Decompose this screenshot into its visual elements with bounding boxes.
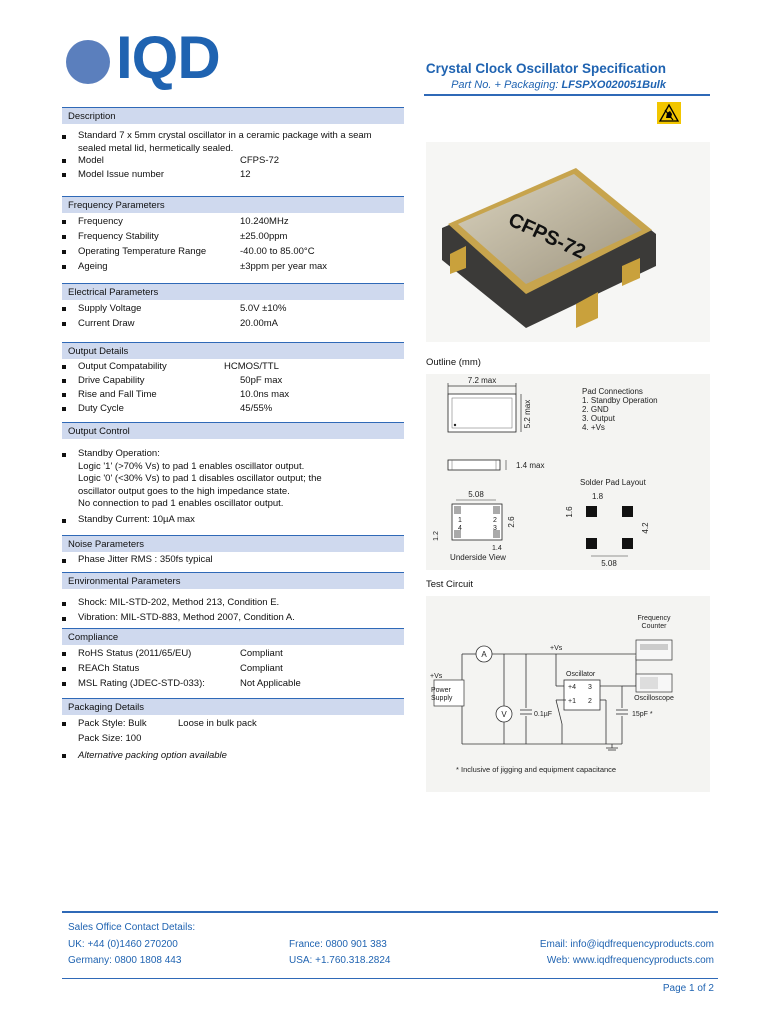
standby-line: Logic '0' (<30% Vs) to pad 1 disables oscillator output; the [78, 473, 322, 485]
spec-value: 50pF max [240, 375, 283, 386]
spec-label: Model [78, 155, 104, 167]
pad-item: 2. GND [582, 405, 609, 414]
spec-row [62, 677, 404, 691]
spec-row [62, 388, 404, 402]
frequency-section [62, 196, 404, 274]
bullet [62, 602, 66, 606]
standby-line: Logic '1' (>70% Vs) to pad 1 enables oscillator output. [78, 460, 305, 472]
test-circuit-title: Test Circuit [426, 579, 473, 590]
noise-text: Phase Jitter RMS : 350fs typical [78, 554, 213, 565]
bullet [62, 519, 66, 523]
under-width: 5.08 [468, 490, 484, 499]
environmental-section [62, 572, 404, 624]
bullet [62, 365, 66, 369]
pack-note-row [62, 749, 404, 763]
spec-row [62, 215, 404, 229]
part-number-line [451, 79, 666, 91]
pack-style-value: Loose in bulk pack [178, 718, 257, 729]
iqd-logo [62, 24, 252, 91]
pack-style-label: Pack Style: Bulk [78, 718, 147, 729]
spec-value: -40.00 to 85.00°C [240, 246, 315, 257]
solder-gap: 4.2 [641, 522, 650, 534]
esd-warning-icon [657, 102, 681, 124]
spec-value: 45/55% [240, 403, 273, 414]
spec-label: Model Issue number [78, 169, 165, 181]
section-heading: Description [62, 107, 404, 124]
spec-row [62, 402, 404, 416]
electrical-section [62, 283, 404, 331]
bullet [62, 407, 66, 411]
spec-value: 12 [240, 169, 251, 181]
spec-value: 20.00mA [240, 318, 279, 329]
capacitor-1-label: 0.1µF [534, 711, 553, 718]
voltmeter-label: V [501, 710, 507, 719]
product-image [426, 142, 710, 342]
spec-row [62, 302, 404, 316]
description-body: Standard 7 x 5mm crystal oscillator in a ceramic package with a seam sealed metal lid, hermetically sealed. [78, 130, 372, 154]
solder-width: 1.8 [592, 492, 604, 501]
pad-connections-title: Pad Connections [582, 387, 643, 396]
section-heading: Electrical Parameters [62, 283, 404, 300]
standby-title: Standby Operation: [78, 448, 160, 459]
svg-text:2: 2 [588, 698, 592, 705]
section-heading: Noise Parameters [62, 535, 404, 552]
environmental-item [62, 612, 404, 625]
spec-label: Frequency [78, 216, 123, 227]
frequency-counter-label2: Counter [641, 623, 667, 630]
section-heading: Environmental Parameters [62, 572, 404, 589]
document-title: Crystal Clock Oscillator Specification [425, 61, 666, 76]
standby-current [62, 514, 404, 527]
spec-value: ±3ppm per year max [240, 261, 328, 272]
noise-item [62, 554, 404, 567]
svg-text:3: 3 [493, 525, 497, 532]
bullet [62, 682, 66, 686]
spec-label: Frequency Stability [78, 231, 159, 242]
oscilloscope-label: Oscilloscope [634, 695, 674, 702]
vs-label: +Vs [550, 645, 563, 652]
contact-web[interactable]: Web: www.iqdfrequencyproducts.com [546, 955, 714, 966]
pad-item: 3. Output [582, 414, 615, 423]
bullet [62, 307, 66, 311]
noise-section [62, 535, 404, 567]
test-note: * Inclusive of jigging and equipment capacitance [456, 765, 617, 774]
spec-row [62, 360, 404, 374]
outline-drawing [426, 374, 710, 570]
environmental-text: Shock: MIL-STD-202, Method 213, Condition E. [78, 597, 280, 608]
page-number: Page 1 of 2 [662, 983, 714, 994]
section-heading: Frequency Parameters [62, 196, 404, 213]
compliance-section [62, 628, 404, 691]
spec-label: REACh Status [78, 663, 140, 674]
bullet [62, 379, 66, 383]
spec-label: Output Compatability [78, 361, 167, 372]
output-control-section [62, 422, 404, 527]
product-marking: CFPS-72 [504, 208, 589, 264]
contact-title: Sales Office Contact Details: [68, 922, 196, 933]
section-heading: Compliance [62, 628, 404, 645]
bullet [62, 135, 66, 139]
spec-label: Duty Cycle [78, 403, 124, 414]
part-prefix: Part No. + Packaging: [451, 79, 562, 91]
spec-value: HCMOS/TTL [224, 361, 279, 372]
bullet [62, 617, 66, 621]
spec-value: 5.0V ±10% [240, 303, 287, 314]
power-supply-label: Power [431, 687, 451, 694]
spec-row [62, 245, 404, 259]
test-circuit-drawing [426, 596, 710, 792]
svg-text:4: 4 [458, 525, 462, 532]
contact-uk: UK: +44 (0)1460 270200 [68, 939, 178, 950]
spec-value: CFPS-72 [240, 155, 280, 167]
spec-row [62, 317, 404, 331]
capacitor-2-label: 15pF * [632, 711, 653, 718]
pad-item: 4. +Vs [582, 423, 605, 432]
spec-label: Supply Voltage [78, 303, 142, 314]
svg-text:+4: +4 [568, 684, 576, 691]
title-rule [424, 94, 710, 96]
solder-height: 1.6 [565, 506, 574, 518]
section-heading: Output Control [62, 422, 404, 439]
spec-label: Operating Temperature Range [78, 246, 207, 257]
bullet [62, 667, 66, 671]
standby-line: No connection to pad 1 enables oscillator output. [78, 498, 284, 510]
standby-operation [62, 448, 404, 511]
spec-value: Compliant [240, 663, 283, 674]
under-pad2: 1.4 [492, 545, 502, 552]
bullet [62, 220, 66, 224]
bullet [62, 265, 66, 269]
spec-row [62, 647, 404, 661]
svg-text:2: 2 [493, 517, 497, 524]
spec-row [62, 154, 404, 168]
pack-style-row [62, 717, 404, 731]
standby-current-text: Standby Current: 10µA max [78, 513, 195, 525]
underside-caption: Underside View [450, 553, 506, 562]
spec-label: Drive Capability [78, 375, 145, 386]
outline-title: Outline (mm) [426, 357, 481, 368]
svg-text:3: 3 [588, 684, 592, 691]
spec-label: Ageing [78, 261, 108, 272]
output-details-section [62, 342, 404, 416]
bullet [62, 159, 66, 163]
pack-size-row [62, 732, 404, 746]
standby-line: oscillator output goes to the high impedance state. [78, 485, 290, 497]
bullet [62, 559, 66, 563]
spec-value: 10.0ns max [240, 389, 290, 400]
bullet [62, 322, 66, 326]
bullet [62, 173, 66, 177]
bullet [62, 250, 66, 254]
bullet [62, 393, 66, 397]
environmental-text: Vibration: MIL-STD-883, Method 2007, Condition A. [78, 611, 295, 623]
section-heading: Output Details [62, 342, 404, 359]
dim-thickness: 1.4 max [516, 461, 545, 470]
dim-width: 7.2 max [467, 376, 497, 385]
spec-row [62, 662, 404, 676]
contact-usa: USA: +1.760.318.2824 [289, 955, 391, 966]
description-section [62, 107, 404, 182]
solder-pitch: 5.08 [601, 559, 617, 568]
solder-title: Solder Pad Layout [580, 478, 646, 487]
pack-note: Alternative packing option available [78, 750, 227, 761]
power-supply-label2: Supply [431, 695, 453, 702]
logo-text: IQD [116, 24, 220, 91]
under-pad: 1.2 [433, 531, 440, 541]
footer-rule [62, 911, 718, 913]
bullet [62, 754, 66, 758]
svg-text:1: 1 [458, 517, 462, 524]
footer-rule-2 [62, 978, 718, 979]
spec-label: Rise and Fall Time [78, 389, 157, 400]
pack-size: Pack Size: 100 [78, 733, 142, 744]
packaging-section [62, 698, 404, 763]
frequency-counter-label: Frequency [637, 615, 671, 622]
spec-value: Compliant [240, 648, 283, 659]
under-height: 2.6 [507, 516, 516, 528]
spec-row [62, 230, 404, 244]
environmental-item [62, 597, 404, 610]
ammeter-label: A [481, 650, 487, 659]
spec-value: ±25.00ppm [240, 231, 288, 242]
pad-item: 1. Standby Operation [582, 396, 658, 405]
spec-row [62, 374, 404, 388]
spec-label: MSL Rating (JDEC-STD-033): [78, 678, 205, 689]
bullet [62, 722, 66, 726]
spec-row [62, 260, 404, 274]
logo-dot [66, 40, 110, 84]
svg-text:+1: +1 [568, 698, 576, 705]
section-heading: Packaging Details [62, 698, 404, 715]
contact-france: France: 0800 901 383 [289, 939, 387, 950]
spec-value: 10.240MHz [240, 216, 289, 227]
bullet [62, 652, 66, 656]
bullet [62, 235, 66, 239]
spec-label: Current Draw [78, 318, 135, 329]
part-number: LFSPXO020051Bulk [561, 79, 666, 91]
spec-label: RoHS Status (2011/65/EU) [78, 648, 192, 659]
description-text [62, 130, 404, 155]
bullet [62, 453, 66, 457]
vs-label-left: +Vs [430, 673, 443, 680]
spec-value: Not Applicable [240, 678, 301, 689]
spec-row [62, 168, 404, 182]
oscillator-label: Oscillator [566, 671, 596, 678]
dim-height: 5.2 max [523, 399, 532, 429]
contact-germany: Germany: 0800 1808 443 [68, 955, 182, 966]
contact-email[interactable]: Email: info@iqdfrequencyproducts.com [539, 939, 714, 950]
